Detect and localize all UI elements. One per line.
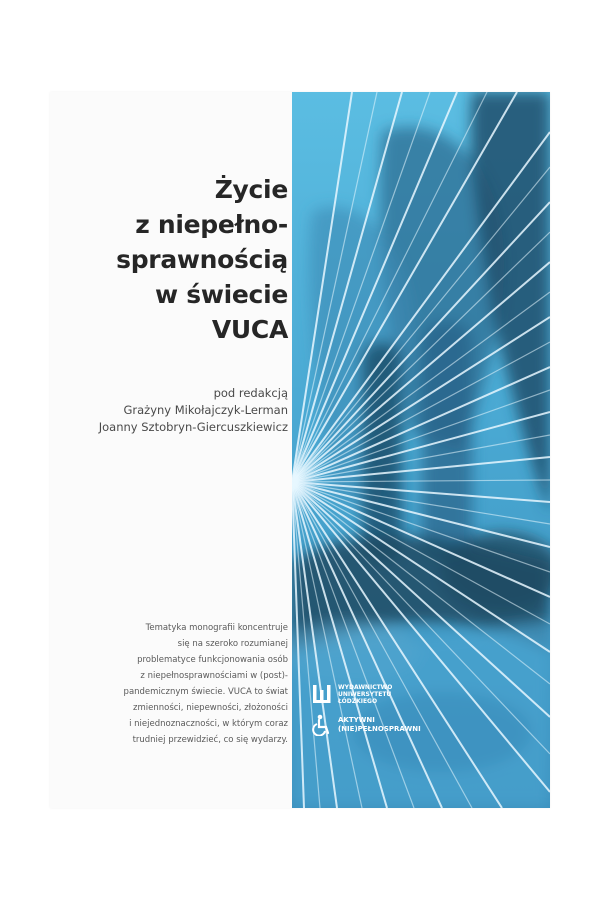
blurb-line: się na szeroko rozumianej [177, 639, 288, 649]
series-line: AKTYWNI [338, 716, 375, 724]
blurb-line: z niepełnosprawnościami w (post)- [140, 671, 288, 681]
book-title [58, 172, 288, 347]
blurb-line: pandemicznym świecie. VUCA to świat [123, 687, 288, 697]
publisher-line: ŁÓDZKIEGO [338, 697, 378, 705]
editor-line: pod redakcją [213, 386, 288, 400]
blurb-line: zmienności, niepewności, złożoności [133, 703, 288, 713]
cover-blurb [68, 620, 288, 748]
editor-line: Joanny Sztobryn-Giercuszkiewicz [98, 420, 288, 434]
blurb-line: trudniej przewidzieć, co się wydarzy. [132, 735, 288, 745]
blurb-line: i niejednoznaczności, w którym coraz [129, 719, 288, 729]
book-cover [50, 92, 550, 808]
title-line: w świecie [155, 280, 288, 309]
wheelchair-icon [312, 714, 332, 736]
editor-line: Grażyny Mikołajczyk-Lerman [123, 403, 288, 417]
publisher-line: UNIWERSYTETU [338, 690, 392, 698]
series-line: (NIE)PEŁNOSPRAWNI [338, 725, 421, 733]
university-logo-icon [312, 682, 332, 706]
title-line: sprawnością [116, 245, 288, 274]
title-line: z niepełno- [135, 210, 288, 239]
publisher-logos [312, 682, 462, 744]
series-name [338, 716, 421, 734]
title-line: Życie [214, 175, 288, 204]
publisher-name [338, 684, 392, 705]
cover-photo-panel [292, 92, 550, 808]
blurb-line: problematyce funkcjonowania osób [137, 655, 288, 665]
series-logo [312, 714, 462, 736]
title-line: VUCA [211, 315, 288, 344]
editors [48, 385, 288, 436]
publisher-line: WYDAWNICTWO [338, 683, 393, 691]
publisher-logo [312, 682, 462, 706]
blurb-line: Tematyka monografii koncentruje [145, 623, 288, 633]
